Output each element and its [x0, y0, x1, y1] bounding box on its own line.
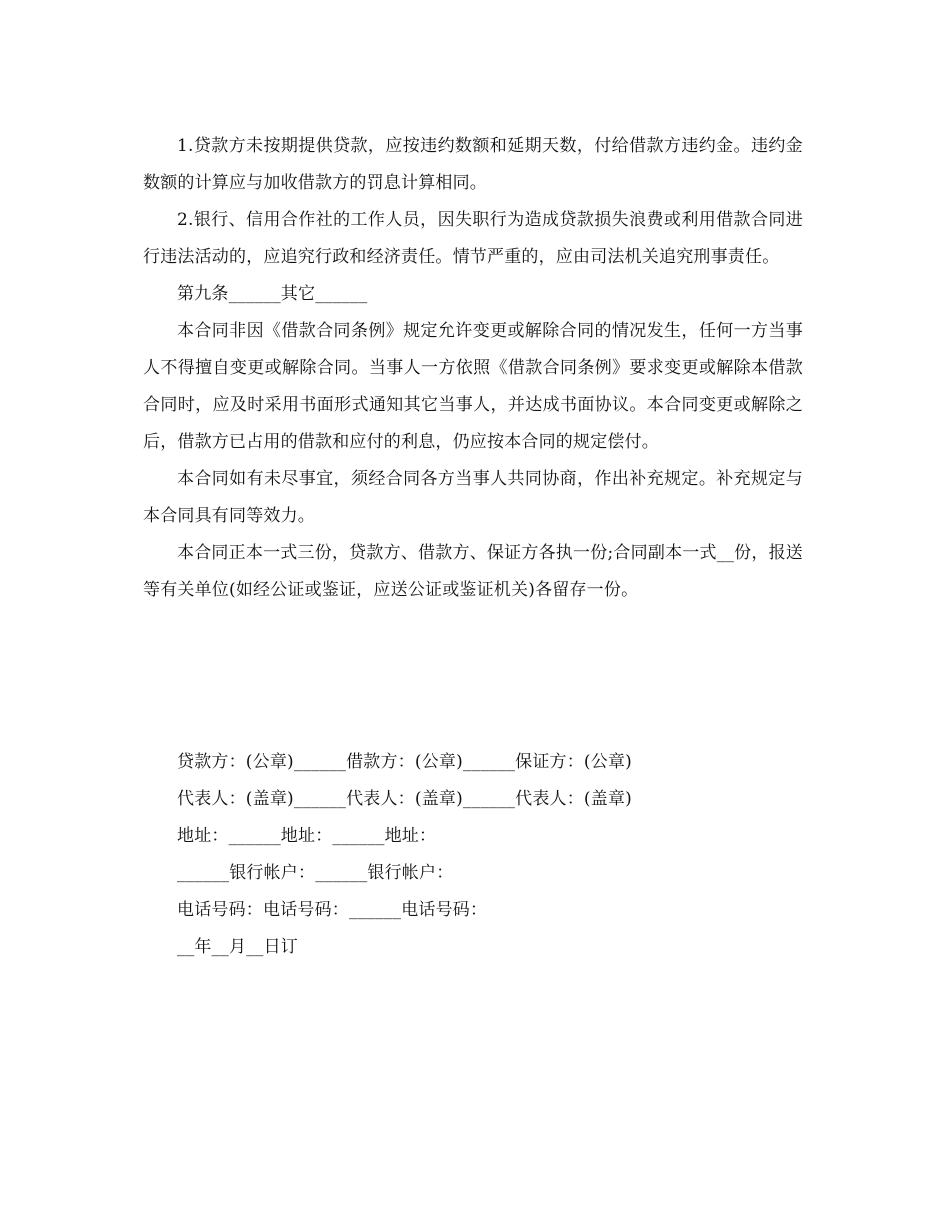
signature-block	[177, 744, 797, 966]
signature-date-line: __年__月__日订	[177, 937, 298, 957]
signature-address-line: 地址：______地址：______地址：	[177, 826, 437, 846]
paragraph-modification: 本合同非因《借款合同条例》规定允许变更或解除合同的情况发生，任何一方当事人不得擅自变更或解除合同。当事人一方依照《借款合同条例》要求变更或解除本借款合同时，应及时采用书面形式通知其它当事人，并达成书面协议。本合同变更或解除之后，借款方已占用的借款和应付的利息，仍应按本合同的规定偿付。	[143, 321, 803, 452]
contract-body	[143, 128, 803, 609]
signature-phone-line: 电话号码：电话号码：______电话号码：	[177, 900, 488, 920]
paragraph-supplement: 本合同如有未尽事宜，须经合同各方当事人共同协商，作出补充规定。补充规定与本合同具有同等效力。	[143, 469, 803, 526]
article-nine-heading: 第九条______其它______	[177, 284, 368, 304]
signature-representative-line: 代表人：(盖章)______代表人：(盖章)______代表人：(盖章)	[177, 789, 632, 809]
signature-seal-line: 贷款方：(公章)______借款方：(公章)______保证方：(公章)	[177, 752, 632, 772]
paragraph-lender-breach: 1.贷款方未按期提供贷款，应按违约数额和延期天数，付给借款方违约金。违约金数额的计算应与加收借款方的罚息计算相同。	[143, 136, 803, 193]
paragraph-copies: 本合同正本一式三份，贷款方、借款方、保证方各执一份;合同副本一式__份，报送等有关单位(如经公证或鉴证，应送公证或鉴证机关)各留存一份。	[143, 543, 803, 600]
signature-bank-account-line: ______银行帐户：______银行帐户：	[177, 863, 454, 883]
paragraph-staff-liability: 2.银行、信用合作社的工作人员，因失职行为造成贷款损失浪费或利用借款合同进行违法活动的，应追究行政和经济责任。情节严重的，应由司法机关追究刑事责任。	[143, 210, 803, 267]
